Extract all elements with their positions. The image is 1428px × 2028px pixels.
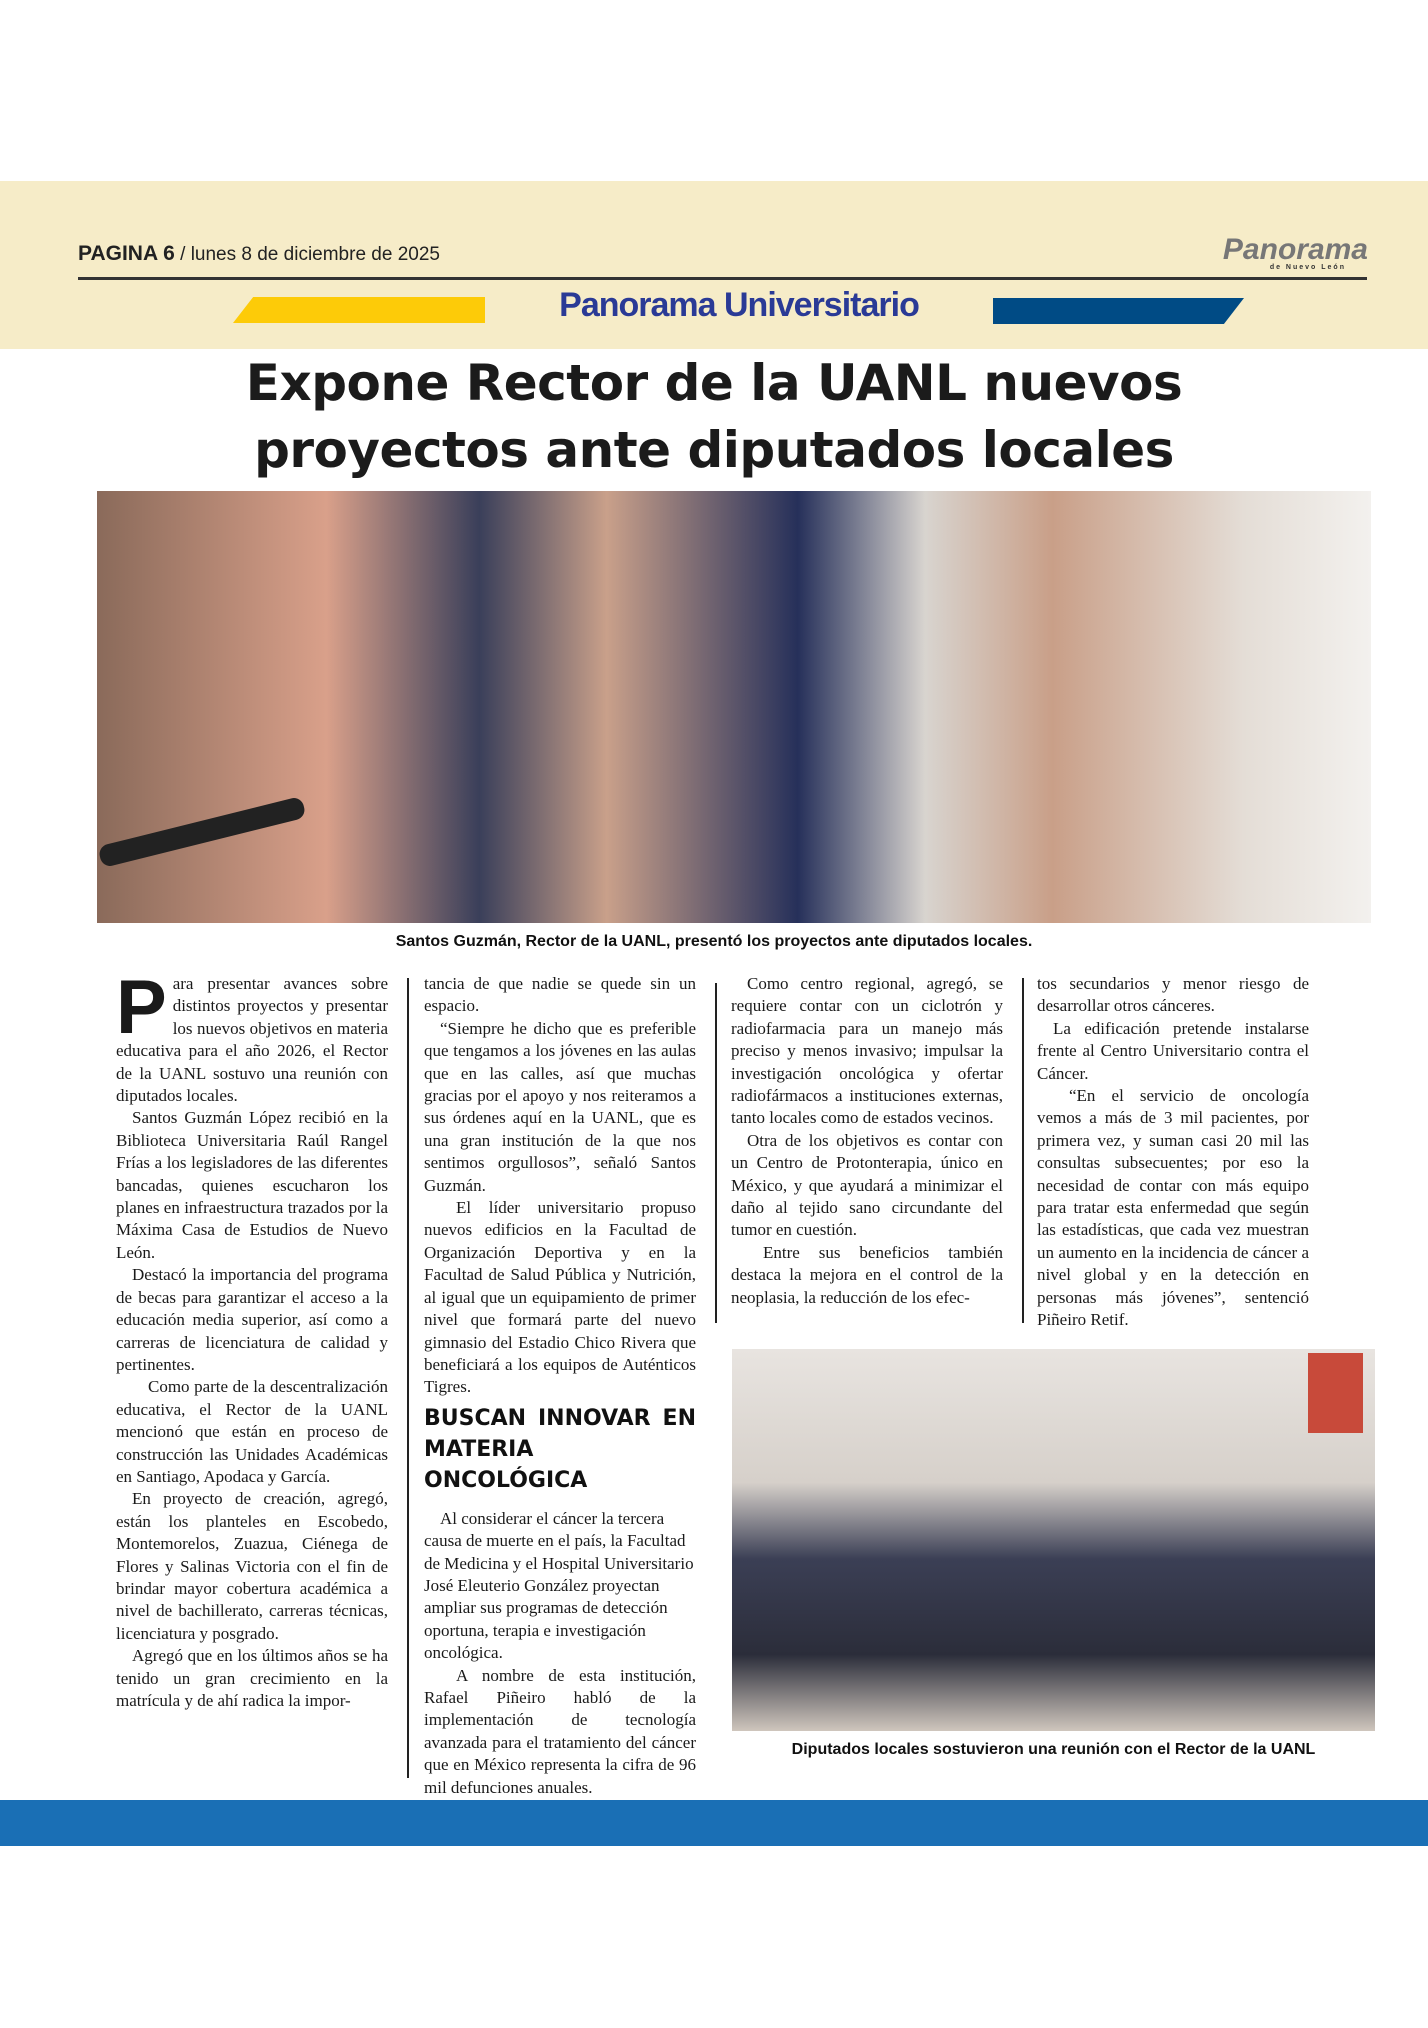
paragraph: Otra de los objetivos es contar con un Centro de Protonterapia, único en México, y que ayudará a minimizar el daño al tejido sano circundante del tumor en cuestión. bbox=[731, 1130, 1003, 1240]
page-info bbox=[78, 242, 440, 266]
paragraph: Para presentar avances sobre distintos proyectos y presentar los nuevos objetivos en materia educativa para el año 2026, el Rector de la UANL sostuvo una reunión con diputados locales. bbox=[116, 965, 388, 1106]
subheading: BUSCAN INNOVAR EN MATERIA ONCOLÓGICA bbox=[424, 1405, 696, 1493]
paragraph: A nombre de esta institución, Rafael Piñeiro habló de la implementación de tecnología avanzada para el tratamiento del cáncer que en México representa la cifra de 96 mil defunciones anuales. bbox=[424, 1665, 696, 1797]
column-divider bbox=[715, 983, 717, 1323]
paragraph: El líder universitario propuso nuevos edificios en la Facultad de Organización Deportiva y en la Facultad de Salud Pública y Nutrición, al igual que un equipamiento de primer nivel que formará parte del nuevo gimnasio del Estadio Chico Rivera que beneficiará a los equipos de Auténticos Tigres. bbox=[424, 1198, 696, 1397]
paragraph: tancia de que nadie se quede sin un espacio. bbox=[424, 974, 696, 1016]
paragraph: tos secundarios y menor riesgo de desarrollar otros cánceres. bbox=[1037, 974, 1309, 1016]
column-4 bbox=[1037, 973, 1309, 1332]
column-divider bbox=[407, 978, 409, 1778]
section-title: Panorama Universitario bbox=[559, 286, 919, 324]
photo2-caption: Diputados locales sostuvieron una reunión con el Rector de la UANL bbox=[791, 1741, 1316, 1758]
footer-band bbox=[0, 1800, 1428, 1846]
paragraph: “En el servicio de oncología vemos a más de 3 mil pacientes, por primera vez, y suman casi 20 mil las consultas subsecuentes; por eso la necesidad de contar con más equipo para tratar esta enfermedad que según las estadísticas, que cada vez muestran un aumento en la incidencia de cáncer a nivel global y en la detección en personas más jóvenes”, sentenció Piñeiro Retif. bbox=[1037, 1086, 1309, 1330]
logo-subtext: de Nuevo León bbox=[1269, 264, 1346, 271]
column-divider bbox=[1022, 978, 1024, 1323]
paragraph: En proyecto de creación, agregó, están los planteles en Escobedo, Montemorelos, Zuazua, Ciénega de Flores y Salinas Victoria con el fin de brindar mayor cobertura académica a nivel de bachillerato, carreras técnicas, licenciatura y posgrado. bbox=[116, 1489, 388, 1643]
drop-cap: P bbox=[116, 965, 167, 1050]
headline-line-1: Expone Rector de la UANL nuevos bbox=[245, 354, 1183, 412]
paragraph: “Siempre he dicho que es preferible que tengamos a los jóvenes en las aulas que en las calles, así que muchas gracias por el apoyo y nos reiteramos a sus órdenes aquí en la UANL, que es una gran institución de la que nos sentimos orgullosos”, señaló Santos Guzmán. bbox=[424, 1018, 696, 1195]
paragraph: Como centro regional, agregó, se requiere contar con un ciclotrón y radiofarmacia para un manejo más preciso y menos invasivo; impulsar la investigación oncológica y ofertar radiofármacos a instituciones externas, tanto locales como de estados vecinos. bbox=[731, 974, 1003, 1128]
blue-accent-bar bbox=[993, 298, 1244, 324]
article-headline bbox=[0, 350, 1428, 484]
microphone-shape bbox=[97, 796, 306, 868]
headline-line-2: proyectos ante diputados locales bbox=[254, 421, 1174, 479]
paragraph: La edificación pretende instalarse frente al Centro Universitario contra el Cáncer. bbox=[1037, 1018, 1309, 1083]
wall-painting bbox=[1308, 1353, 1363, 1433]
paragraph: Al considerar el cáncer la tercera causa de muerte en el país, la Facultad de Medicina y el Hospital Universitario José Eleuterio González proyectan ampliar sus programas de detección oportuna, terapia e investigación oncológica. bbox=[424, 1508, 694, 1663]
rector-photo bbox=[97, 491, 1371, 923]
column-2 bbox=[424, 973, 696, 1799]
photo1-caption: Santos Guzmán, Rector de la UANL, presentó los proyectos ante diputados locales. bbox=[395, 933, 1033, 950]
paragraph: Entre sus beneficios también destaca la mejora en el control de la neoplasia, la reducción de los efec- bbox=[731, 1242, 1003, 1307]
group-photo bbox=[732, 1349, 1375, 1731]
column-3 bbox=[731, 973, 1003, 1309]
paragraph: Destacó la importancia del programa de becas para garantizar el acceso a la educación media superior, así como a carreras de licenciatura de calidad y pertinentes. bbox=[116, 1265, 388, 1374]
logo-text: Panorama bbox=[1222, 233, 1368, 266]
yellow-accent-bar bbox=[233, 297, 485, 323]
page-date: / lunes 8 de diciembre de 2025 bbox=[180, 244, 440, 265]
column-1 bbox=[116, 965, 388, 1712]
paragraph: Santos Guzmán López recibió en la Biblioteca Universitaria Raúl Rangel Frías a los legisladores de las diferentes bancadas, quienes escucharon los planes en infraestructura trazados por la Máxima Casa de Estudios de Nuevo León. bbox=[116, 1108, 388, 1262]
panorama-logo bbox=[1222, 233, 1368, 272]
header-rule bbox=[78, 277, 1367, 280]
paragraph: Como parte de la descentralización educativa, el Rector de la UANL mencionó que están en proceso de construcción las Unidades Académicas en Santiago, Apodaca y García. bbox=[116, 1377, 388, 1486]
page-number: PAGINA 6 bbox=[78, 242, 175, 265]
paragraph: Agregó que en los últimos años se ha tenido un gran crecimiento en la matrícula y de ahí radica la impor- bbox=[116, 1646, 388, 1710]
